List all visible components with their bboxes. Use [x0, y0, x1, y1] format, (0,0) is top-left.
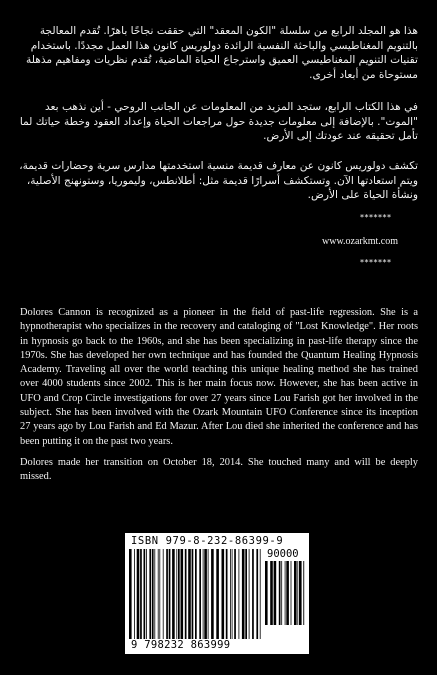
- separator-bottom: *******: [360, 258, 392, 267]
- arabic-paragraph-1: هذا هو المجلد الرابع من سلسلة "الكون المعقد" التي حققت نجاحًا باهرًا. تُقدم المعالجة بالتنويم المغناطيسي والباحثة النفسية الرائدة دولوريس كانون هذا العمل مجددًا. باستخدام تقنيات التنويم المغناطيسي العميق واسترجاع الحياة الماضية، تُقدم نظريات ومفاهيم مذهلة مستوحاة من أبعاد أخرى.: [26, 25, 418, 81]
- isbn-digits: 9 798232 863999: [131, 639, 231, 651]
- separator-top: *******: [360, 213, 392, 222]
- website-url: www.ozarkmt.com: [322, 236, 398, 247]
- isbn-barcode: [125, 533, 309, 654]
- price-code: 90000: [267, 548, 299, 560]
- barcode-bars-icon: [129, 549, 261, 639]
- arabic-paragraph-2: في هذا الكتاب الرابع، ستجد المزيد من المعلومات عن الجانب الروحي - أين نذهب بعد "الموت". بالإضافة إلى معلومات جديدة حول مراجعات الحياة وإعداد العقود وخطة حياتك لما تأمل تحقيقه عند عودتك إلى الأرض.: [19, 101, 418, 143]
- arabic-paragraph-3: تكشف دولوريس كانون عن معارف قديمة منسية استخدمتها مدارس سرية وحضارات قديمة، ويتم استعادتها الآن. وتستكشف أسرارًا قديمة مثل: أطلانطس، وليموريا، وستونهنج الأصلية، ونشأة الحياة على الأرض.: [19, 160, 418, 202]
- price-barcode-bars-icon: [265, 561, 305, 625]
- isbn-label: ISBN 979-8-232-86399-9: [131, 535, 284, 547]
- memorial-note: Dolores made her transition on October 18, 2014. She touched many and will be deeply missed.: [20, 457, 418, 483]
- author-bio: Dolores Cannon is recognized as a pioneer in the field of past-life regression. She is a hypnotherapist who specializes in the recovery and cataloging of "Lost Knowledge". Her roots in hypnosis go back to the 1960s, and she has been specializing in past-life therapy since the 1970s. She has developed her own technique and has founded the Quantum Healing Hypnosis Academy. Traveling all over the world teaching this unique healing method she has trained over 4000 students since 2002. This is her main focus now. However, she has been active in UFO and Crop Circle investigations for over 27 years since Lou Farish got her involved in the subject. She has been involved with the Ozark Mountain UFO Conference since its inception 27 years ago by Lou Farish and Ed Mazur. After Lou died she inherited the conference and has been putting it on the past two years.: [20, 307, 418, 447]
